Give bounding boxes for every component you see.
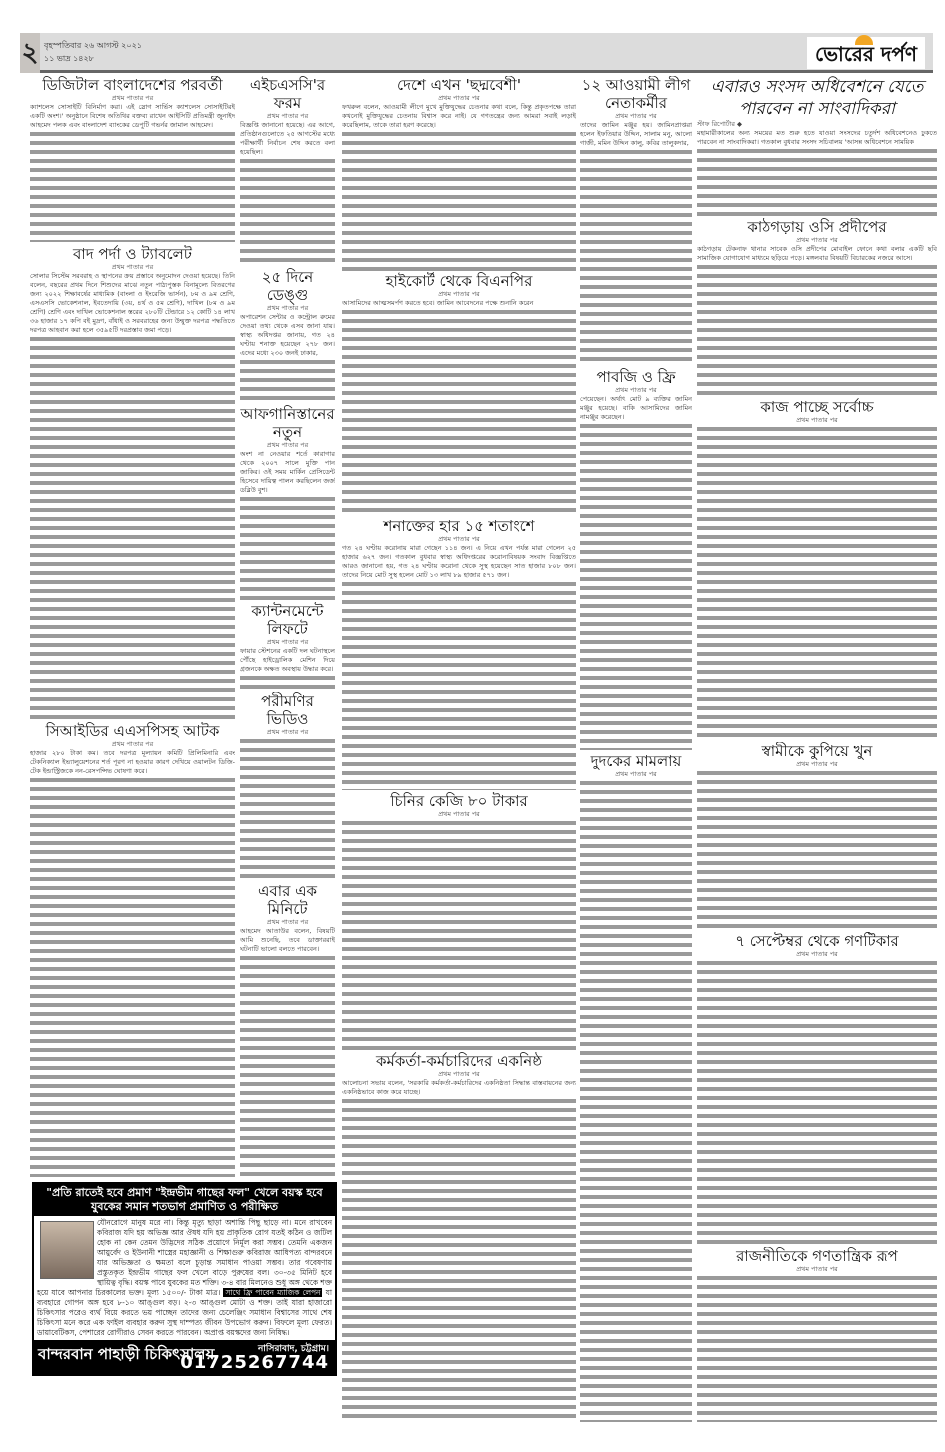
article-byline: প্রথম পাতার পর: [111, 94, 154, 102]
article-byline: প্রথম পাতার পর: [266, 638, 309, 646]
article-byline: প্রথম পাতার পর: [438, 290, 480, 298]
article-text-lines: [697, 147, 937, 216]
article-body: তাদের জামিন মঞ্জুর হয়। জামিনপ্রাপ্তরা হলেন ইফতিয়ার উদ্দিন, সালাম মনু, আলো গাজী, মমিন উদ্দিন কালু, কবির তালুকদার,: [580, 121, 692, 147]
article-a3: [342, 76, 576, 271]
article-body: অংশ না নেওয়ার শর্তে কারাগার থেকে ২০০৭ সালে মুক্তি পান জাকির। ওই সময় মার্কিন প্রেসিডেন্ট হিসেবে দায়িত্ব পালন করছিলেন জর্জ ডব্লিউ বুশ।: [240, 450, 335, 494]
ad-headline: "প্রতি রাতেই হবে প্রমাণ "ইন্দ্রভীম গাছের ফল" খেলে বয়স্ক হবে যুবকের সমান শতভাগ প্রমাণিত ও পরীক্ষিত: [34, 1184, 335, 1216]
article-text-lines: [342, 130, 576, 271]
ad-clinic-name: বান্দরবান পাহাড়ী চিকিৎসালয়: [38, 1345, 215, 1363]
article-headline: আফগানিস্তানের নতুন: [240, 405, 335, 441]
article-a11: [240, 405, 335, 600]
article-a21: [697, 932, 937, 1245]
article-headline: পরীমণির ভিডিও: [261, 692, 314, 728]
article-headline: রাজনীতিকে গণতান্ত্রিক রূপ: [736, 1247, 898, 1265]
article-headline: ১২ আওয়ামী লীগ নেতাকর্মীর: [581, 76, 691, 112]
article-byline: প্রথম পাতার পর: [796, 1265, 838, 1273]
date-bangla: ১১ ভাদ্র ১৪২৮: [44, 54, 94, 63]
article-byline: প্রথম পাতার পর: [266, 304, 309, 312]
article-text-lines: [240, 737, 335, 880]
article-body: ফায়ার স্টেশনের একটি দল ঘটনাস্থলে পৌঁছে হাইড্রোলিক মেশিন দিয়ে গ্রজনকে অক্ষত অবস্থায় উদ্ধার করে।: [240, 647, 335, 673]
article-body: আলোচনা সভায় বলেন, 'সরকারি কর্মকর্তা-কর্মচারিদের একনিষ্ঠতা সিদ্ধান্ত বাস্তবায়নের জন্য একনিষ্ঠভাবে কাজ করে যাচ্ছে।: [342, 1079, 576, 1096]
article-body: হাজার ২৮০ টাকা কম। তবে দরপত্র মূল্যায়ন কমিটি প্রিলিমিনারি এবং টেকনিক্যাল ইভ্যালুয়েশনের শর্ত পূরণ না হওয়ার কারণ দেখিয়ে ওয়ালটন ডিজি-টেক ইন্ডাস্ট্রিজকে নন-রেসপন্সিভ ঘোষণা করে।: [30, 749, 235, 775]
article-headline: স্বামীকে কুপিয়ে খুন: [761, 742, 873, 760]
article-byline: প্রথম পাতার পর: [796, 416, 838, 424]
article-text-lines: [697, 1274, 937, 1422]
article-byline: প্রথম পাতার পর: [615, 112, 657, 120]
article-a18: [580, 752, 692, 1422]
article-headline: সিআইডির এএসপিসহ আটক: [45, 722, 220, 740]
article-headline: কর্মকর্তা-কর্মচারিদের একনিষ্ঠ: [376, 1052, 542, 1070]
date-gregorian: বৃহস্পতিবার ২৬ আগস্ট ২০২১: [44, 41, 142, 50]
article-text-lines: [240, 954, 335, 1177]
article-text-lines: [580, 422, 692, 750]
article-byline: প্রথম পাতার পর: [438, 810, 480, 818]
article-headline: হাইকোর্ট থেকে বিএনপির: [385, 272, 533, 290]
article-a23: [697, 1247, 937, 1422]
article-a13: [342, 517, 576, 790]
ad-footer: [34, 1340, 335, 1374]
article-body: আসামিদের আত্মসমর্পণ করতে হবে। জামিন আবেদনের পক্ষে শুনানি করেন: [342, 299, 534, 307]
ad-phone: 01725267744: [180, 1352, 329, 1373]
article-body: মহামারীকালের অন্য সময়ের মত শুরু হতে যাওয়া সংসদের চতুর্দশ অধিবেশনেও ঢুকতে পারবেন না সাংবাদিকরা। গতকাল বুধবার সংসদ সচিবালয় 'আসন্ন অধিবেশনে সাময়িক: [697, 129, 937, 146]
article-a17: [697, 742, 937, 930]
article-byline: প্রথম পাতার পর: [796, 760, 838, 768]
article-byline: প্রথম পাতার পর: [615, 386, 657, 394]
article-a15: [30, 722, 235, 1177]
article-body: অপারেশন সেন্টার ও কন্ট্রোল রুমের দেওয়া তথ্য থেকে এসব জানা যায়। স্বাস্থ্য অধিদপ্তর জানায়, গত ২৪ ঘণ্টায় শনাক্ত হয়েছেন ২৭৮ জন। এদের মধ্যে ২৩০ জনই ঢাকার,: [240, 313, 335, 357]
newspaper-logo: [807, 37, 925, 69]
ad-text: যৌনরোগে মানুষ মরে না। কিন্তু মৃত্যু ছাড়া অশান্তি পিছু ছাড়ে না। মনে রাখবেন কবিরাজ যদি হয় অভিজ্ঞ আর ঔষধ যদি হয় প্রাকৃতিক রোগ যতই কঠিন ও জটিল হোক না কেন তেমন উদ্ভিদের সঠিক প্রয়োগে নির্মূল করা সম্ভব। তেমনি একজন আয়ুর্বেদ ও ইউনানী শাস্ত্রের মহাজ্ঞানী ও শিক্ষাগুরু কবিরাজ আধিপত্য বান্দরবনে যার অভিজ্ঞতা ও ক্ষমতা বলে চূড়ান্ত সমাধান পাওয়া সম্ভব। তার গবেষণায় প্রস্তুতকৃত ইন্দ্রভীম গাছের ফল খেলে বাড়ে পুরুষের বল। ৩০-৩৫ মিনিট হবে স্থায়িত্ব বৃদ্ধি। বয়স্ক পাবে যুবকের মত শক্তি। ৩-৪ বার মিলনেও শুধু অঙ্গ থেকে শক্ত হয়ে যাবে আপনার চিরকালের ভক্ত। মূল্য ১৫০০/- টাকা মাত্র।: [37, 1218, 332, 1297]
article-text-lines: [697, 769, 937, 930]
article-text-lines: [342, 819, 576, 1050]
article-a5: [697, 76, 937, 216]
article-headline: এইচএসসি'র ফরম: [249, 76, 326, 112]
article-text-lines: [240, 674, 335, 690]
article-a8: [342, 272, 576, 515]
article-text-lines: [342, 1097, 576, 1422]
article-a1: [30, 76, 235, 242]
article-body: বিজ্ঞপ্তি জানানো হয়েছে। এর আগে, প্রতিষ্ঠানগুলোতে ২৫ আগস্টের মধ্যে পরীক্ষার্থী নির্বাচন শেষ করতে বলা হয়েছিল।: [240, 121, 335, 156]
article-a9: [580, 368, 692, 750]
ad-text-2: যা ব্যবহারে গোপন অঙ্গ হবে ৮-১০ আঙ্গুল বড়। ২-৩ আঙ্গুল মোটা ও শক্ত। তাই যারা হাজারো চিকিৎসার পরেও ব্যর্থ বিয়ে করতে ভয় পাচ্ছেন তাদের জন্য চেলেঞ্জিং সমাধান বিশ্বাসের সাথে শেষ চিকিৎসা মনে করে এক ফাইল ব্যবহার করুন সুস্থ দাম্পত্য জীবন উপভোগ করুন। বিফলে মূল্য ফেরত। ডায়াবেটিকস, পেশারের রোগীরাও সেবন করতে পারবেন। অপ্রাপ্ত বয়স্কদের জন্য নিষিদ্ধ।: [37, 1288, 332, 1337]
ad-highlight: সাথে ফ্রি পাবেন ম্যাজিক লেপন: [225, 1288, 321, 1297]
article-body: গত ২৪ ঘণ্টায় করোনায় মারা গেছেন ১১৪ জন। এ নিয়ে এখন পর্যন্ত মারা গেলেন ২৫ হাজার ৬২৭ জন। গতকাল বুধবার স্বাস্থ্য অধিদপ্তরের করোনাবিষয়ক সংবাদ বিজ্ঞপ্তিতে আরও জানানো হয়, গত ২৪ ঘণ্টায় করোনা থেকে সুস্থ হয়েছেন সাত হাজার ৮০৮ জন। তাদের নিয়ে মোট সুস্থ হলেন মোট ১৩ লাখ ৮৯ হাজার ৫৭১ জন।: [342, 544, 576, 579]
article-byline: প্রথম পাতার পর: [266, 728, 309, 736]
article-body: কাঠগড়ায় টেকনাফ থানার সাবেক ওসি প্রদীপের মোবাইল ফোনে কথা বলার একটি ছবি সামাজিক যোগাযোগ মাধ্যমে ছড়িয়ে পড়ে। মঙ্গলবার বিষয়টি বিচারকের নজরে আসে।: [697, 245, 937, 262]
article-headline: পাবজি ও ফ্রি: [596, 368, 676, 386]
article-text-lines: [697, 425, 937, 740]
article-a4: [580, 76, 692, 366]
article-a2: [240, 76, 335, 266]
article-text-lines: [240, 157, 335, 266]
article-text-lines: [342, 308, 576, 515]
article-byline: প্রথম পাতার পর: [615, 770, 657, 778]
article-headline: কাঠগড়ায় ওসি প্রদীপের: [747, 218, 887, 236]
article-headline: ২৫ দিনে ডেঙ্গু: [261, 268, 314, 304]
article-headline: দুদকের মামলায়: [590, 752, 682, 770]
ad-photo: [40, 1221, 94, 1279]
article-headline: ডিজিটাল বাংলাদেশের পরবর্তী: [42, 76, 223, 94]
article-body: ফখরুল বলেন, আওয়ামী লীগে মুখে মুক্তিযুদ্ধের চেতনার কথা বলে, কিন্তু প্রকৃতপক্ষে তারা কখনোই মুক্তিযুদ্ধের চেতনায় বিশ্বাস করে নাই। যে গণতন্ত্রের জন্য আমরা সবাই লড়াই করেছিলাম, তাকে তারা হরণ করেছে।: [342, 103, 576, 129]
article-text-lines: [580, 779, 692, 1422]
article-byline: স্টাফ রিপোর্টার ◆: [697, 120, 743, 128]
article-text-lines: [30, 335, 235, 720]
article-text-lines: [30, 130, 235, 242]
logo-text: ভোরের দর্পণ: [815, 42, 917, 66]
article-headline: বাদ পর্দা ও ট্যাবলেট: [73, 245, 192, 263]
date-line: [44, 39, 142, 65]
article-byline: প্রথম পাতার পর: [438, 94, 480, 102]
article-body: আহমেদ আতাউর বলেন, বিষয়টি আমি শুনেছি, তবে ডাক্তাররাই ঘটনাটি ভালো বলতে পারবেন।: [240, 927, 335, 953]
article-text-lines: [30, 776, 235, 1177]
article-headline: এবারও সংসদ অধিবেশনে যেতে পারবেন না সাংবাদিকরা: [710, 77, 924, 119]
article-a6: [30, 245, 235, 720]
article-a7: [240, 268, 335, 403]
article-headline: শনাক্তের হার ১৫ শতাংশে: [383, 517, 535, 535]
article-body: সোলার সিস্টেম সরবরাহ ও স্থাপনের ক্রয় প্রস্তাবে অনুমোদন দেওয়া হয়েছে। তিনি বলেন, বছরের প্রথম দিনে শিশুদের মাঝে নতুন পাঠ্যপুস্তক বিনামূল্যে বিতরণের জন্য ২০২২ শিক্ষাবর্ষের মাধ্যমিক (বাংলা ও ইংরেজি ভার্সন), ৮ম ও ৯ম শ্রেণি, এসএসসি ভোকেশনাল, ইবতেদায়ি (৩য়, ৪র্থ ও ৫ম শ্রেণি), দাখিল (৮ম ও ৯ম শ্রেণি) শ্রেণি এবং দাখিল ভোকেশনাল স্তরের ২৮০টি টেন্ডারে ১২ কোটি ১৪ লাখ ৩৬ হাজার ১৭ কপি বই মুদ্রণ, বাঁধাই ও সরবরাহের জন্য উন্মুক্ত দরপত্র পদ্ধতিতে দরপত্র আহবান করা হলে ৩৫৯৫টি দরপ্রস্তাব জমা পড়ে।: [30, 272, 235, 334]
article-a16: [240, 692, 335, 880]
article-byline: প্রথম পাতার পর: [796, 950, 838, 958]
article-headline: কাজ পাচ্ছে সর্বোচ্চ: [760, 398, 874, 416]
article-byline: প্রথম পাতার পর: [438, 535, 480, 543]
page-number: ২: [20, 33, 40, 73]
article-byline: প্রথম পাতার পর: [796, 236, 838, 244]
article-text-lines: [342, 580, 576, 790]
article-text-lines: [697, 263, 937, 396]
article-byline: প্রথম পাতার পর: [438, 1070, 480, 1078]
article-headline: দেশে এখন 'ছদ্মবেশী': [397, 76, 521, 94]
advertisement: [32, 1182, 337, 1376]
article-a22: [342, 1052, 576, 1422]
article-headline: চিনির কেজি ৮০ টাকার: [390, 792, 528, 810]
ad-body: [34, 1216, 335, 1340]
article-a19: [342, 792, 576, 1050]
article-a12: [697, 398, 937, 740]
article-a10: [697, 218, 937, 396]
article-body: ক্যাশলেস সোসাইটি বিনির্মাণ করা। এই স্লোগ সার্ভিস ক্যাশলেস সোসাইটিরই একটি অংশ।' অনুষ্ঠানে বিশেষ অতিথির বক্তব্য রাখেন আইসিটি প্রতিমন্ত্রী জুনাইদ আহমেদ পলক এবং বাংলাদেশ ব্যাংকের ডেপুটি গভর্নর জামাল আহমেদ।: [30, 103, 235, 129]
article-byline: প্রথম পাতার পর: [266, 918, 309, 926]
article-headline: ক্যান্টনমেন্টে লিফটে: [251, 602, 324, 638]
article-byline: প্রথম পাতার পর: [266, 112, 309, 120]
article-text-lines: [580, 148, 692, 366]
article-a14: [240, 602, 335, 690]
article-byline: প্রথম পাতার পর: [266, 441, 309, 449]
article-byline: প্রথম পাতার পর: [111, 263, 154, 271]
masthead: [20, 33, 933, 73]
ad-address: নাসিরাবাদ, চট্টগ্রাম।: [257, 1344, 329, 1354]
article-headline: এবার এক মিনিটে: [257, 882, 318, 918]
article-text-lines: [240, 358, 335, 403]
article-body: পেয়েছেন। অর্থাৎ মোট ৯ ব্যক্তির জামিন মঞ্জুর হয়েছে। বাকি আসামিদের জামিন নামঞ্জুর করেছেন।: [580, 395, 692, 421]
article-headline: ৭ সেপ্টেম্বর থেকে গণটিকার: [735, 932, 899, 950]
article-text-lines: [240, 495, 335, 600]
article-text-lines: [697, 959, 937, 1245]
article-a20: [240, 882, 335, 1177]
article-byline: প্রথম পাতার পর: [111, 740, 154, 748]
